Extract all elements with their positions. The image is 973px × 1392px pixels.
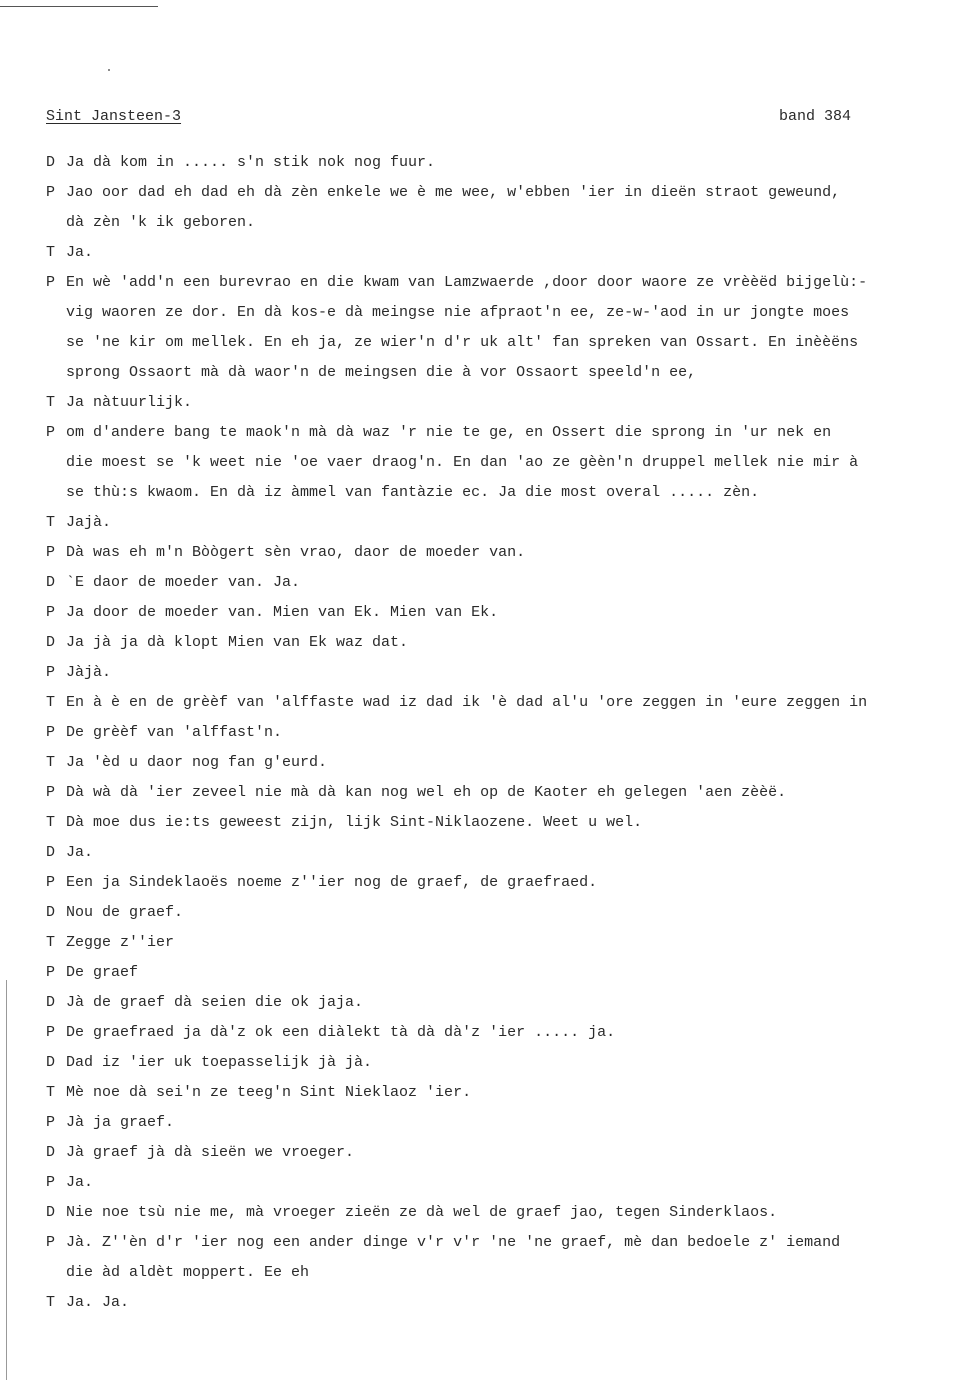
utterance-line: Nou de graef. <box>66 904 184 921</box>
utterance-line: die moest se 'k weet nie 'oe vaer draog'n. En dan 'ao ze gèèn'n druppel mellek nie mir à <box>66 454 859 471</box>
utterance <box>66 1228 966 1288</box>
utterance-line: De graef <box>66 964 139 981</box>
transcript-turn <box>46 1228 966 1288</box>
transcript-turn <box>46 508 966 538</box>
speaker-label: T <box>46 514 56 531</box>
utterance <box>66 568 966 598</box>
utterance <box>66 808 966 838</box>
transcript <box>46 148 966 1318</box>
speaker-label: P <box>46 1114 56 1131</box>
utterance <box>66 1138 966 1168</box>
transcript-turn <box>46 988 966 1018</box>
utterance-line: Ja. <box>66 244 94 261</box>
transcript-turn <box>46 418 966 508</box>
utterance <box>66 958 966 988</box>
speaker-label: D <box>46 844 56 861</box>
utterance-line: Ja. Ja. <box>66 1294 130 1311</box>
speaker-label: D <box>46 904 56 921</box>
speaker-label: T <box>46 244 56 261</box>
page-header <box>46 108 851 130</box>
transcript-turn <box>46 958 966 988</box>
band-number: band 384 <box>778 108 851 125</box>
utterance-line: Dad iz 'ier uk toepasselijk jà jà. <box>66 1054 373 1071</box>
utterance <box>66 388 966 418</box>
transcript-turn <box>46 748 966 778</box>
utterance <box>66 1018 966 1048</box>
utterance <box>66 238 966 268</box>
utterance-line: Ja nàtuurlijk. <box>66 394 193 411</box>
speaker-label: D <box>46 574 56 591</box>
transcript-turn <box>46 1048 966 1078</box>
speaker-label: P <box>46 274 56 291</box>
utterance-line: Jao oor dad eh dad eh dà zèn enkele we è me wee, w'ebben 'ier in dieën straot geweund, <box>66 184 841 201</box>
page-mark <box>108 69 110 71</box>
utterance-line: Ja. <box>66 1174 94 1191</box>
utterance <box>66 508 966 538</box>
speaker-label: D <box>46 154 56 171</box>
utterance <box>66 658 966 688</box>
utterance <box>66 268 966 388</box>
transcript-turn <box>46 268 966 388</box>
utterance-line: Dà wà dà 'ier zeveel nie mà dà kan nog wel eh op de Kaoter eh gelegen 'aen zèèë. <box>66 784 787 801</box>
transcript-turn <box>46 628 966 658</box>
transcript-turn <box>46 658 966 688</box>
utterance <box>66 928 966 958</box>
transcript-turn <box>46 1168 966 1198</box>
utterance-line: Zegge z''ier <box>66 934 175 951</box>
document-title: Sint Jansteen-3 <box>46 108 182 125</box>
utterance-line: Jà de graef dà seien die ok jaja. <box>66 994 364 1011</box>
utterance-line: Dà was eh m'n Bòògert sèn vrao, daor de moeder van. <box>66 544 526 561</box>
speaker-label: P <box>46 184 56 201</box>
transcript-turn <box>46 718 966 748</box>
transcript-turn <box>46 1018 966 1048</box>
transcript-turn <box>46 148 966 178</box>
utterance-line: De graefraed ja dà'z ok een diàlekt tà dà dà'z 'ier ..... ja. <box>66 1024 616 1041</box>
transcript-turn <box>46 1108 966 1138</box>
utterance-line: Ja. <box>66 844 94 861</box>
utterance-line: se thù:s kwaom. En dà iz àmmel van fantàzie ec. Ja die most overal ..... zèn. <box>66 484 760 501</box>
transcript-turn <box>46 388 966 418</box>
utterance-line: Ja jà ja dà klopt Mien van Ek waz dat. <box>66 634 409 651</box>
utterance-line: De grèèf van 'alffast'n. <box>66 724 283 741</box>
speaker-label: P <box>46 1234 56 1251</box>
speaker-label: P <box>46 1174 56 1191</box>
utterance <box>66 1048 966 1078</box>
speaker-label: P <box>46 544 56 561</box>
speaker-label: P <box>46 1024 56 1041</box>
speaker-label: D <box>46 1054 56 1071</box>
transcript-turn <box>46 598 966 628</box>
transcript-turn <box>46 928 966 958</box>
transcript-turn <box>46 568 966 598</box>
speaker-label: T <box>46 1294 56 1311</box>
utterance <box>66 418 966 508</box>
utterance-line: Jajà. <box>66 514 112 531</box>
utterance-line: Dà moe dus ie:ts geweest zijn, lijk Sint-Niklaozene. Weet u wel. <box>66 814 643 831</box>
speaker-label: P <box>46 424 56 441</box>
speaker-label: D <box>46 634 56 651</box>
top-rule <box>0 6 158 7</box>
transcript-turn <box>46 868 966 898</box>
utterance-line: Jà ja graef. <box>66 1114 175 1131</box>
utterance <box>66 1108 966 1138</box>
utterance-line: En wè 'add'n een burevrao en die kwam van Lamzwaerde ,door door waore ze vrèèëd bijgelù:- <box>66 274 868 291</box>
speaker-label: P <box>46 784 56 801</box>
utterance <box>66 1078 966 1108</box>
utterance <box>66 1168 966 1198</box>
transcript-turn <box>46 898 966 928</box>
utterance <box>66 688 966 718</box>
transcript-turn <box>46 808 966 838</box>
utterance <box>66 1288 966 1318</box>
speaker-label: D <box>46 994 56 1011</box>
speaker-label: T <box>46 814 56 831</box>
margin-line <box>6 980 7 1380</box>
utterance <box>66 178 966 238</box>
transcript-turn <box>46 838 966 868</box>
speaker-label: D <box>46 1144 56 1161</box>
utterance-line: Ja 'èd u daor nog fan g'eurd. <box>66 754 328 771</box>
utterance-line: die àd aldèt moppert. Ee eh <box>66 1264 310 1281</box>
transcript-turn <box>46 688 966 718</box>
speaker-label: P <box>46 604 56 621</box>
speaker-label: T <box>46 754 56 771</box>
utterance-line: Ja door de moeder van. Mien van Ek. Mien van Ek. <box>66 604 499 621</box>
speaker-label: D <box>46 1204 56 1221</box>
utterance <box>66 598 966 628</box>
utterance <box>66 148 966 178</box>
utterance-line: Jà graef jà dà sieën we vroeger. <box>66 1144 355 1161</box>
utterance-line: Mè noe dà sei'n ze teeg'n Sint Nieklaoz 'ier. <box>66 1084 472 1101</box>
utterance-line: Jàjà. <box>66 664 112 681</box>
speaker-label: P <box>46 874 56 891</box>
transcript-turn <box>46 1198 966 1228</box>
utterance <box>66 898 966 928</box>
speaker-label: T <box>46 394 56 411</box>
utterance-line: om d'andere bang te maok'n mà dà waz 'r nie te ge, en Ossert die sprong in 'ur nek en <box>66 424 832 441</box>
speaker-label: T <box>46 694 56 711</box>
speaker-label: P <box>46 724 56 741</box>
transcript-turn <box>46 778 966 808</box>
speaker-label: P <box>46 964 56 981</box>
utterance-line: vig waoren ze dor. En dà kos-e dà meingse nie afpraot'n ee, ze-w-'aod in ur jongte moes <box>66 304 850 321</box>
utterance-line: En à è en de grèèf van 'alffaste wad iz dad ik 'è dad al'u 'ore zeggen in 'eure zeggen in <box>66 694 868 711</box>
utterance <box>66 628 966 658</box>
utterance-line: se 'ne kir om mellek. En eh ja, ze wier'n d'r uk alt' fan spreken van Ossart. En inèèëns <box>66 334 859 351</box>
utterance-line: Ja dà kom in ..... s'n stik nok nog fuur. <box>66 154 436 171</box>
utterance-line: Nie noe tsù nie me, mà vroeger zieën ze dà wel de graef jao, tegen Sinderklaos. <box>66 1204 778 1221</box>
utterance <box>66 718 966 748</box>
utterance <box>66 838 966 868</box>
utterance <box>66 1198 966 1228</box>
utterance <box>66 748 966 778</box>
utterance-line: sprong Ossaort mà dà waor'n de meingsen die à vor Ossaort speeld'n ee, <box>66 364 697 381</box>
utterance <box>66 778 966 808</box>
utterance-line: Een ja Sindeklaoës noeme z''ier nog de graef, de graefraed. <box>66 874 598 891</box>
transcript-turn <box>46 1138 966 1168</box>
transcript-turn <box>46 178 966 238</box>
utterance-line: dà zèn 'k ik geboren. <box>66 214 256 231</box>
utterance <box>66 868 966 898</box>
speaker-label: T <box>46 1084 56 1101</box>
transcript-turn <box>46 1288 966 1318</box>
utterance <box>66 538 966 568</box>
utterance-line: `E daor de moeder van. Ja. <box>66 574 301 591</box>
transcript-turn <box>46 1078 966 1108</box>
transcript-turn <box>46 238 966 268</box>
transcript-turn <box>46 538 966 568</box>
utterance <box>66 988 966 1018</box>
utterance-line: Jà. Z''èn d'r 'ier nog een ander dinge v'r v'r 'ne 'ne graef, mè dan bedoele z' iemand <box>66 1234 841 1251</box>
speaker-label: T <box>46 934 56 951</box>
speaker-label: P <box>46 664 56 681</box>
